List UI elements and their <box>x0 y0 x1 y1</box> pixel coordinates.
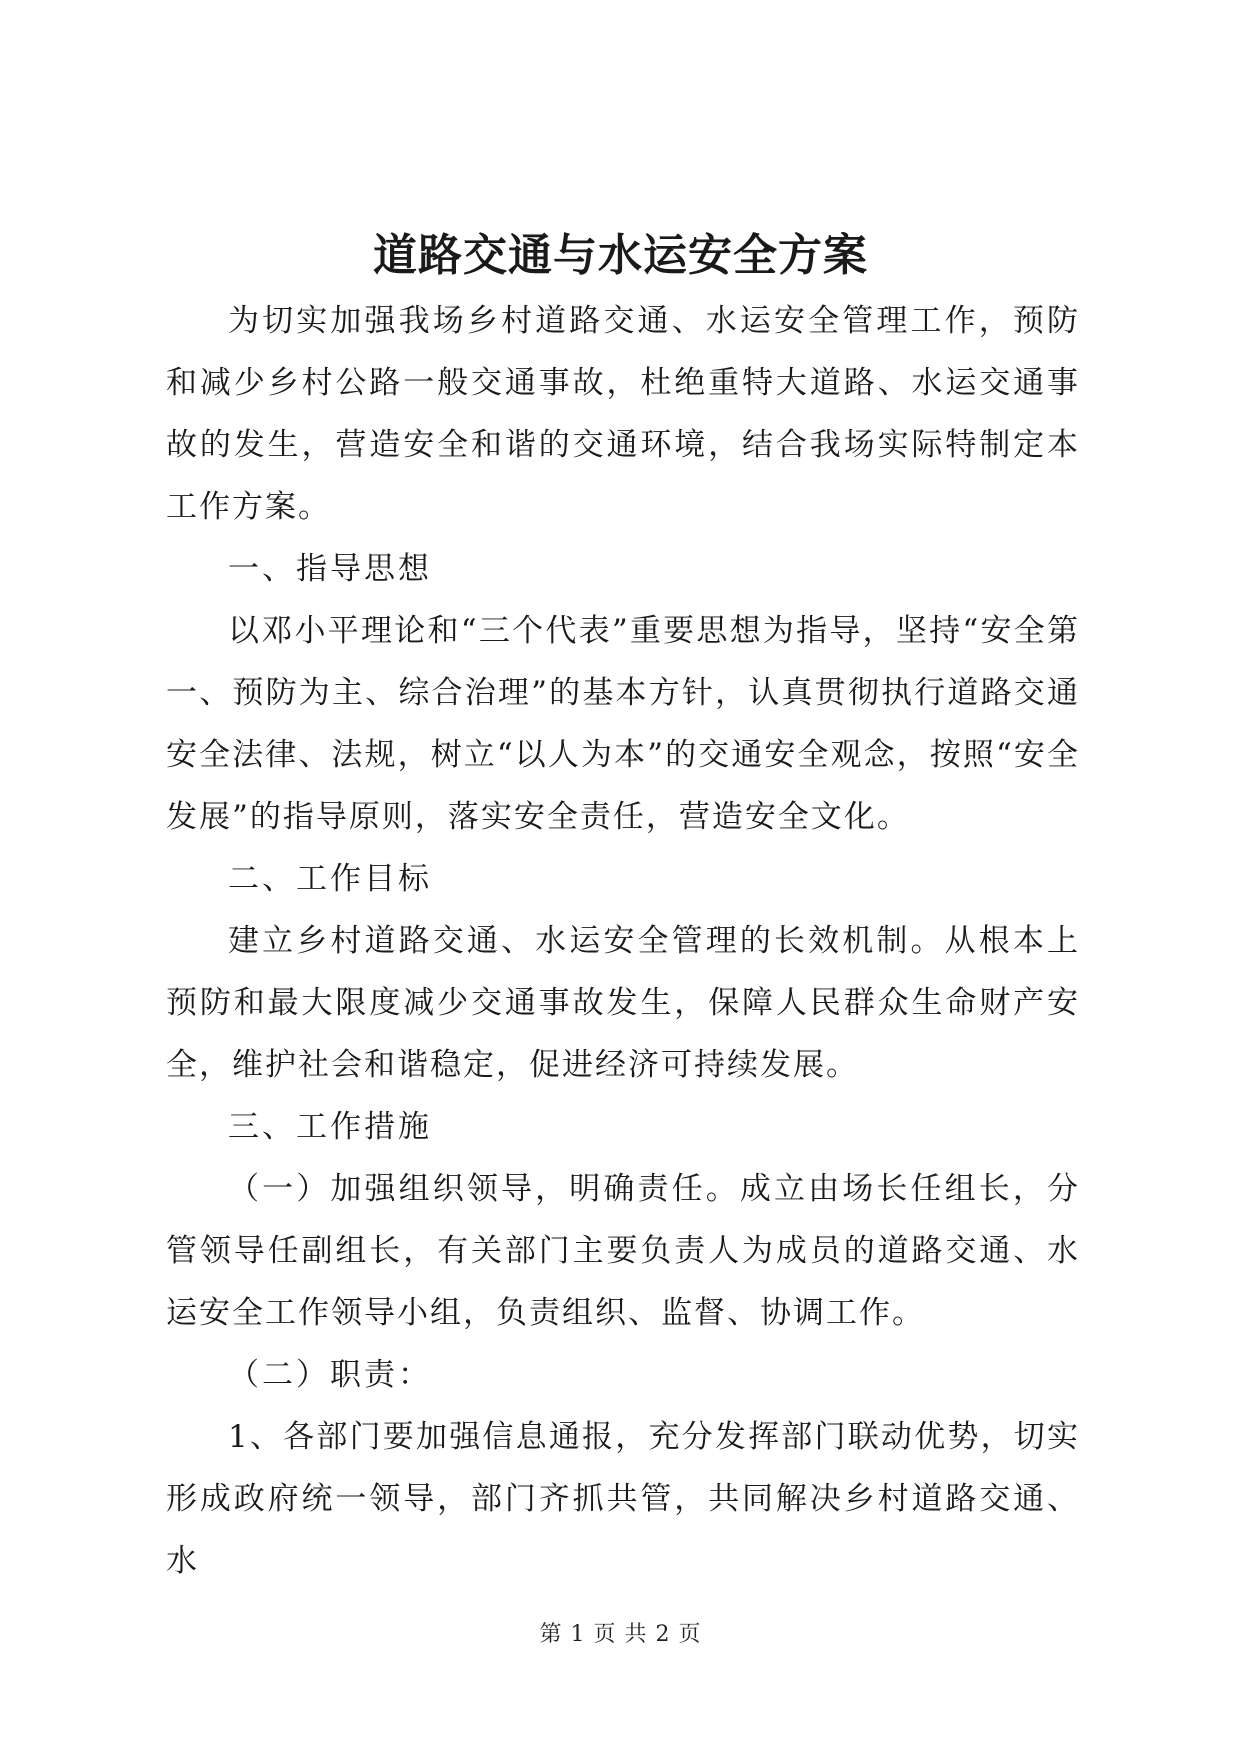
document-title: 道路交通与水运安全方案 <box>373 230 868 281</box>
work-goals-paragraph: 建立乡村道路交通、水运安全管理的长效机制。从根本上预防和最大限度减少交通事故发生，保障人民群众生命财产安全，维护社会和谐稳定，促进经济可持续发展。 <box>166 923 1080 1083</box>
page-number-footer: 第 1 页 共 2 页 <box>539 1622 702 1647</box>
guiding-thought-paragraph: 以邓小平理论和“三个代表”重要思想为指导，坚持“安全第一、预防为主、综合治理”的基本方针，认真贯彻执行道路交通安全法律、法规，树立“以人为本”的交通安全观念，按照“安全发展”的指导原则，落实安全责任，营造安全文化。 <box>166 613 1080 835</box>
section-heading-guiding-thought: 一、指导思想 <box>228 551 432 587</box>
section-heading-work-goals: 二、工作目标 <box>228 861 432 897</box>
responsibility-item-paragraph: 1、各部门要加强信息通报，充分发挥部门联动优势，切实形成政府统一领导，部门齐抓共管，共同解决乡村道路交通、水 <box>166 1419 1080 1579</box>
section-heading-work-measures: 三、工作措施 <box>228 1109 432 1145</box>
document-body <box>166 290 1080 1592</box>
measure-one-paragraph: （一）加强组织领导，明确责任。成立由场长任组长，分管领导任副组长，有关部门主要负责人为成员的道路交通、水运安全工作领导小组，负责组织、监督、协调工作。 <box>166 1171 1080 1331</box>
subheading-responsibilities: （二）职责： <box>228 1357 432 1393</box>
intro-paragraph: 为切实加强我场乡村道路交通、水运安全管理工作，预防和减少乡村公路一般交通事故，杜绝重特大道路、水运交通事故的发生，营造安全和谐的交通环境，结合我场实际特制定本工作方案。 <box>166 303 1080 525</box>
